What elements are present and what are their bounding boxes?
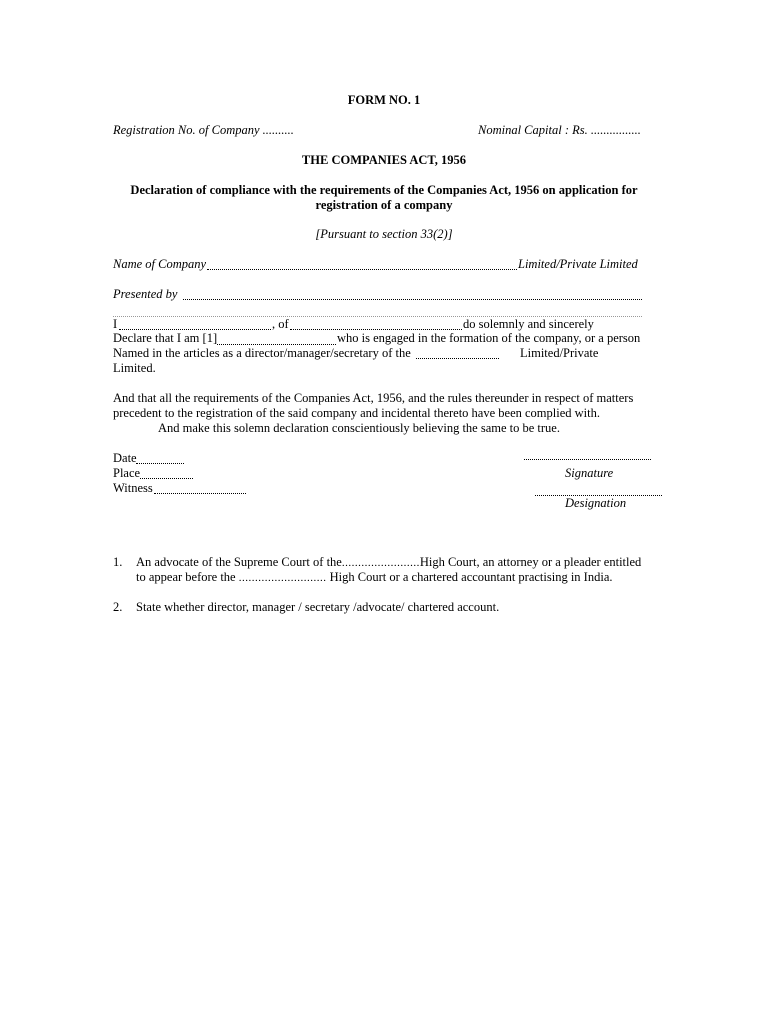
place-label: Place — [113, 466, 141, 480]
signature-blank — [524, 459, 651, 460]
capacity-blank — [217, 344, 336, 345]
registration-number-field — [113, 123, 294, 138]
signature-label: Signature — [565, 466, 614, 480]
nominal-capital-field — [478, 123, 641, 138]
note1-line2-end: High Court or a chartered accountant practising in India. — [329, 570, 613, 584]
company-name-blank — [416, 358, 499, 359]
declarant-address-blank — [290, 329, 462, 330]
body-line4: Limited. — [113, 361, 156, 375]
declaration-heading-line2: registration of a company — [315, 198, 453, 212]
body-line2-start: Declare that I am [1] — [113, 331, 218, 345]
note2-number: 2. — [113, 600, 123, 614]
name-of-company-label: Name of Company — [113, 257, 207, 271]
note1-line1-end: High Court, an attorney or a pleader entitled — [419, 555, 642, 569]
registration-dots: .......... — [262, 123, 294, 137]
presented-by-label: Presented by — [113, 287, 178, 301]
limited-private-limited: Limited/Private Limited — [518, 257, 638, 271]
form-title: FORM NO. 1 — [347, 93, 421, 107]
name-of-company-blank — [207, 269, 517, 270]
presented-by-blank — [183, 299, 642, 300]
note1-line1 — [136, 555, 641, 571]
declarant-name-blank — [119, 329, 271, 330]
note1-line2-dots: ........................... — [238, 572, 327, 584]
note1-line1-dots: ........................ — [341, 557, 420, 569]
declaration-heading-line1: Declaration of compliance with the requirements of the Companies Act, 1956 on application for — [130, 183, 638, 197]
body-line1-end: do solemnly and sincerely — [463, 317, 594, 331]
date-blank — [136, 463, 184, 464]
note1-line1-start: An advocate of the Supreme Court of the — [136, 555, 342, 569]
pursuant-note: [Pursuant to section 33(2)] — [315, 227, 453, 241]
note1-line2 — [136, 570, 613, 586]
designation-label: Designation — [565, 496, 627, 510]
note1-line2-start: to appear before the — [136, 570, 236, 584]
registration-label: Registration No. of Company — [113, 123, 260, 137]
nominal-capital-dots: ................ — [590, 123, 641, 137]
para2-line3: And make this solemn declaration conscientiously believing the same to be true. — [158, 421, 560, 435]
body-line1-of: , of — [272, 317, 289, 331]
witness-blank — [154, 493, 246, 494]
nominal-capital-label: Nominal Capital : Rs. — [478, 123, 588, 137]
body-line3-start: Named in the articles as a director/manager/secretary of the — [113, 346, 411, 360]
act-title: THE COMPANIES ACT, 1956 — [301, 153, 467, 167]
witness-label: Witness — [113, 481, 153, 495]
body-line3-end: Limited/Private — [520, 346, 599, 360]
para2-line1: And that all the requirements of the Companies Act, 1956, and the rules thereunder in respect of matters — [113, 391, 634, 405]
date-label: Date — [113, 451, 137, 465]
note2-text: State whether director, manager / secretary /advocate/ chartered account. — [136, 600, 500, 614]
note1-number: 1. — [113, 555, 123, 569]
para2-line2: precedent to the registration of the said company and incidental thereto have been complied with. — [113, 406, 600, 420]
place-blank — [140, 478, 193, 479]
body-line1-i: I — [113, 317, 118, 331]
body-line2-end: who is engaged in the formation of the company, or a person — [337, 331, 641, 345]
